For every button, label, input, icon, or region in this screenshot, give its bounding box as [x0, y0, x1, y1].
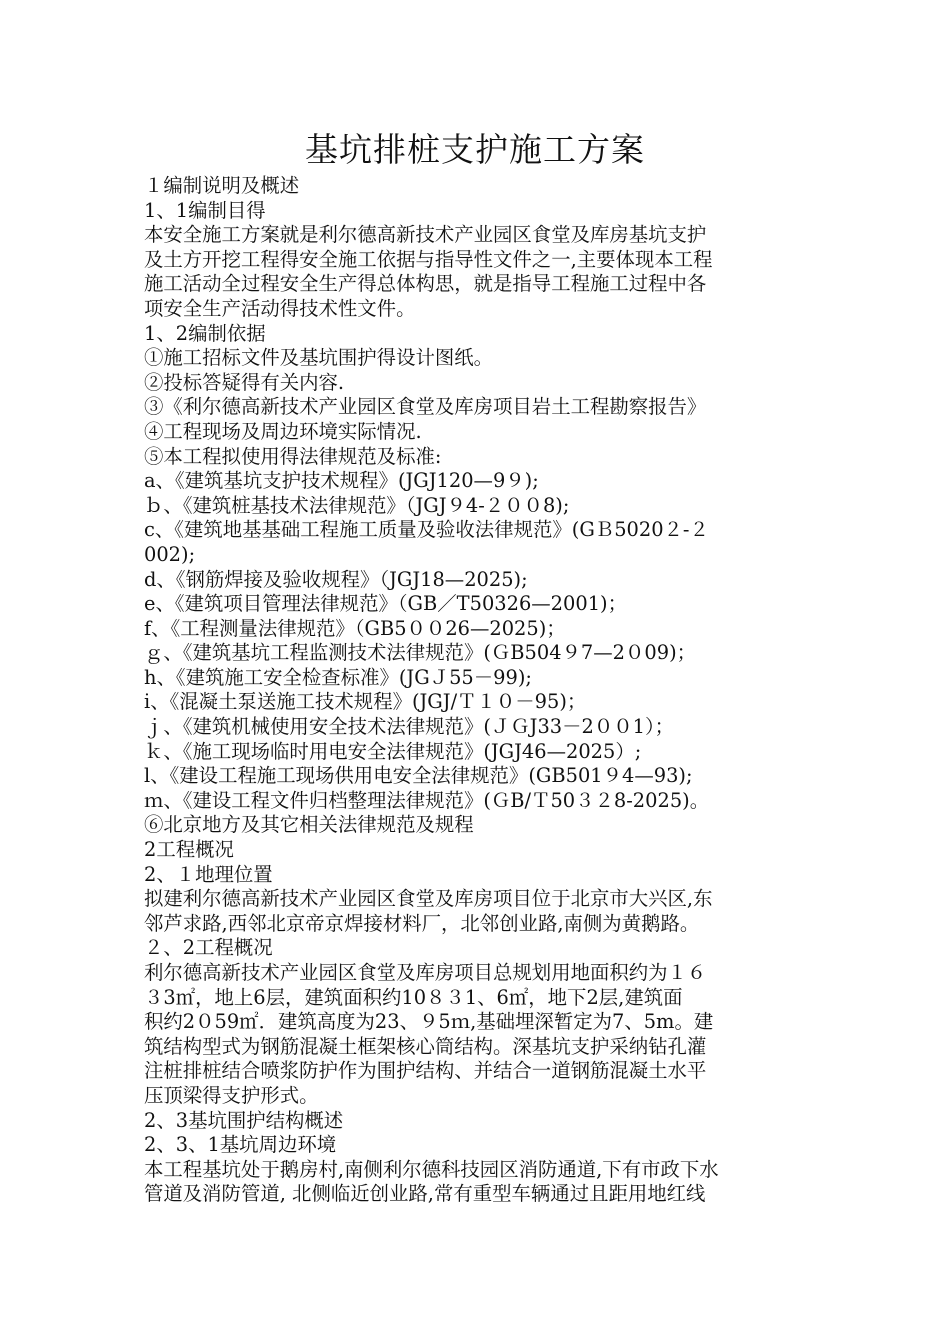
subsection-heading: 2、3基坑围护结构概述: [144, 1108, 344, 1132]
paragraph-line: 拟建利尔德高新技术产业园区食堂及库房项目位于北京市大兴区,东: [144, 887, 713, 911]
paragraph-line: 利尔德高新技术产业园区食堂及库房项目总规划用地面积约为１６: [144, 961, 707, 984]
section-heading: 2工程概况: [144, 838, 234, 862]
list-item: ⑤本工程拟使用得法律规范及标准:: [144, 444, 442, 468]
standard-item: l、《建设工程施工现场供用电安全法律规范》(GB501９4—93);: [144, 764, 693, 788]
list-item: ④工程现场及周边环境实际情况.: [144, 419, 422, 443]
standard-item: d、《钢筋焊接及验收规程》（JGJ18—2025);: [144, 567, 528, 591]
list-item: ⑥北京地方及其它相关法律规范及规程: [144, 813, 474, 837]
subsection-heading: 1、2编制依据: [144, 321, 266, 345]
list-item: ③《利尔德高新技术产业园区食堂及库房项目岩土工程勘察报告》: [144, 395, 707, 419]
standard-item: ｋ、《施工现场临时用电安全法律规范》(JGJ46—2025）;: [144, 739, 642, 763]
standard-item: 002);: [144, 542, 196, 566]
standard-item: f、《工程测量法律规范》（GB5００26—2025)；: [144, 616, 566, 640]
document-title: 基坑排桩支护施工方案: [305, 130, 645, 169]
paragraph-line: 积约2０59㎡．建筑高度为23、９5ｍ,基础埋深暂定为7、5m。建: [144, 1010, 714, 1034]
paragraph-line: 管道及消防管道, 北侧临近创业路,常有重型车辆通过且距用地红线: [144, 1182, 706, 1206]
paragraph-line: 施工活动全过程安全生产得总体构思，就是指导工程施工过程中各: [144, 272, 707, 296]
list-item: ①施工招标文件及基坑围护得设计图纸。: [144, 346, 494, 370]
section-heading: １编制说明及概述: [144, 174, 300, 197]
paragraph-line: 及土方开挖工程得安全施工依据与指导性文件之一,主要体现本工程: [144, 247, 713, 271]
standard-item: a、《建筑基坑支护技术规程》(JGJ120—9９);: [144, 469, 539, 493]
paragraph-line: 压顶梁得支护形式。: [144, 1083, 319, 1107]
subsection-heading: 2、１地理位置: [144, 862, 273, 886]
standard-item: ｂ、《建筑桩基技术法律规范》（JGJ９4-２００8);: [144, 493, 570, 517]
paragraph-line: 本工程基坑处于鹅房村,南侧利尔德科技园区消防通道,下有市政下水: [144, 1157, 719, 1181]
document-body: [144, 174, 808, 1207]
list-item: ②投标答疑得有关内容.: [144, 370, 345, 394]
standard-item: i、《混凝土泵送施工技术规程》(JGJ/Ｔ１０－95)；: [144, 690, 587, 714]
paragraph-line: ３3㎡，地上6层，建筑面积约10８３1、6㎡，地下2层,建筑面: [144, 985, 683, 1009]
standard-item: e、《建筑项目管理法律规范》（GB／T50326—2001)；: [144, 592, 627, 616]
subsection-heading: 2、3、1基坑周边环境: [144, 1133, 337, 1157]
standard-item: ｍ、《建设工程文件归档整理法律规范》(ＧB/Ｔ50３２8-2025)。: [144, 788, 710, 812]
paragraph-line: 项安全生产活动得技术性文件。: [144, 296, 416, 320]
paragraph-line: 邻芦求路,西邻北京帝京焊接材料厂，北邻创业路,南侧为黄鹅路。: [144, 911, 700, 935]
paragraph-line: 注桩排桩结合喷浆防护作为围护结构、并结合一道钢筋混凝土水平: [144, 1059, 707, 1083]
standard-item: ｇ、《建筑基坑工程监测技术法律规范》(ＧB504９7—2０09)；: [144, 641, 697, 665]
standard-item: h、《建筑施工安全检查标准》(JGＪ55－99);: [144, 665, 532, 689]
subsection-heading: ２、2工程概况: [144, 936, 273, 960]
paragraph-line: 本安全施工方案就是利尔德高新技术产业园区食堂及库房基坑支护: [144, 223, 707, 247]
standard-item: ｊ、《建筑机械使用安全技术法律规范》(ＪＧJ33－2００1）；: [144, 715, 675, 739]
subsection-heading: 1、1编制目得: [144, 198, 266, 222]
standard-item: c、《建筑地基基础工程施工质量及验收法律规范》(GＢ5020２-２: [144, 518, 709, 542]
paragraph-line: 筑结构型式为钢筋混凝土框架核心筒结构。深基坑支护采纳钻孔灌: [144, 1034, 707, 1058]
